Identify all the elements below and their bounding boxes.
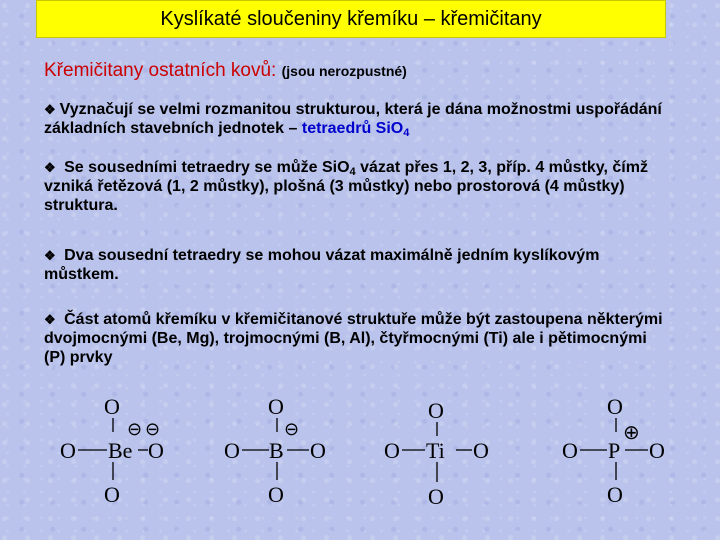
bullet-item-2	[44, 158, 664, 215]
bullet-1-highlight: tetraedrů SiO$_4$	[301, 120, 410, 139]
ligand-o-bottom: O	[268, 482, 284, 507]
center-atom-be: Be	[108, 438, 133, 463]
diamond-bullet-icon: ❖	[44, 248, 56, 263]
diamond-bullet-icon: ❖	[44, 102, 56, 117]
chemical-structures	[0, 388, 720, 510]
positive-charge-icon: ⊕	[623, 422, 640, 444]
diamond-bullet-icon: ❖	[44, 312, 56, 327]
heading-text: Křemičitany ostatních kovů:	[44, 60, 277, 81]
bullet-item-4	[44, 310, 664, 367]
slide-title: Kyslíkaté sloučeniny křemíku – křemičitany	[160, 7, 542, 30]
ligand-o-top: O	[428, 398, 444, 423]
ligand-o-bottom: O	[428, 484, 444, 509]
section-heading	[44, 60, 407, 82]
bullet-item-3	[44, 246, 664, 284]
ligand-o-left: O	[384, 438, 400, 463]
slide-title-bar	[36, 0, 666, 38]
ligand-o-left: O	[224, 438, 240, 463]
ligand-o-bottom: O	[607, 482, 623, 507]
ligand-o-top: O	[104, 394, 120, 419]
center-atom-b: B	[269, 438, 284, 463]
bullet-4-text: Část atomů křemíku v křemičitanové struktuře může být zastoupena některými dvojmocnými (Be, Mg), trojmocnými (B, Al), čtyřmocnými (Ti) ale i pětimocnými (P) prvky	[44, 311, 663, 366]
ligand-o-right: O	[148, 438, 164, 463]
bullet-2-subscript: 4	[349, 166, 356, 178]
bullet-2-text-a: Se sousedními tetraedry se může SiO	[64, 159, 350, 176]
bullet-1-text: Vyznačují se velmi rozmanitou strukturou, která je dána možnostmi uspořádání základních stavebních jednotek –	[44, 101, 662, 137]
center-atom-p: P	[608, 438, 621, 463]
ligand-o-right: O	[649, 438, 665, 463]
center-atom-ti: Ti	[426, 438, 445, 463]
ligand-o-left: O	[60, 438, 76, 463]
ligand-o-right: O	[310, 438, 326, 463]
bullet-item-1	[44, 100, 664, 138]
structure-p	[562, 394, 665, 507]
ligand-o-left: O	[562, 438, 578, 463]
negative-charge-icon: ⊖	[127, 419, 143, 439]
bullet-3-text: Dva sousední tetraedry se mohou vázat maximálně jedním kyslíkovým můstkem.	[44, 247, 600, 283]
negative-charge-icon: ⊖	[284, 419, 300, 439]
ligand-o-top: O	[268, 394, 284, 419]
structure-be	[60, 394, 164, 507]
structure-ti	[384, 398, 489, 509]
diamond-bullet-icon: ❖	[44, 160, 56, 175]
negative-charge-icon: ⊖	[145, 419, 161, 439]
structure-b	[224, 394, 326, 507]
ligand-o-right: O	[473, 438, 489, 463]
bullet-2-text-b: vázat přes 1, 2, 3, příp. 4 můstky, čímž vzniká řetězová (1, 2 můstky), plošná (3 můstky) nebo prostorová (4 můstky) struktura.	[44, 159, 648, 214]
ligand-o-bottom: O	[104, 482, 120, 507]
ligand-o-top: O	[607, 394, 623, 419]
heading-note: (jsou nerozpustné)	[281, 63, 407, 79]
